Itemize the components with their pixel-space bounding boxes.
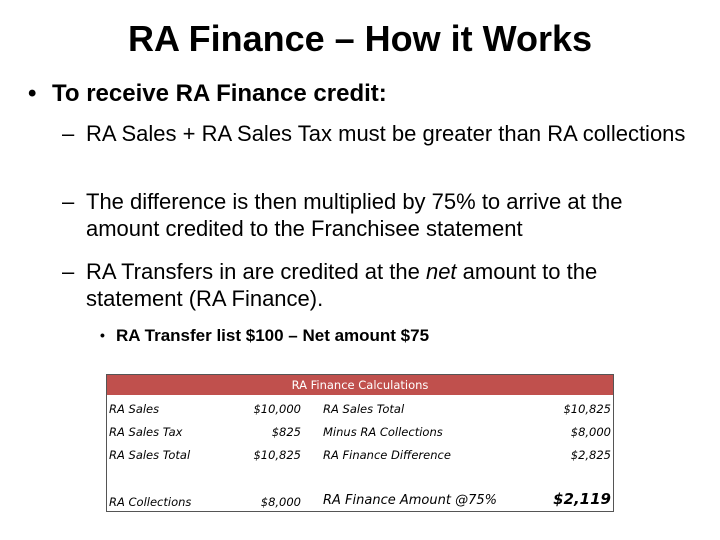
calc-value-left: $10,000: [253, 402, 301, 416]
slide-title: RA Finance – How it Works: [127, 18, 593, 59]
calc-label-right: RA Finance Difference: [323, 448, 451, 462]
calc-value-right: $10,825: [563, 402, 611, 416]
calc-value-right: $8,000: [570, 425, 611, 439]
calc-label-left: RA Collections: [109, 495, 192, 509]
calc-finance-amount: $2,119: [553, 490, 611, 508]
calc-label-right: Minus RA Collections: [323, 425, 443, 439]
dash-icon: –: [62, 259, 75, 284]
sub-bullet-3-emphasis: net: [425, 259, 457, 284]
bullet-dot-icon: •: [28, 80, 37, 107]
calc-value-left: $825: [271, 425, 301, 439]
calc-table-header: RA Finance Calculations: [107, 375, 613, 395]
bullet-dot-icon: •: [100, 327, 105, 343]
sub-bullet-3-after: amount to the statement (RA Finance).: [86, 259, 598, 311]
main-bullet-text: To receive RA Finance credit:: [52, 80, 387, 107]
calc-label-right: RA Sales Total: [323, 402, 405, 416]
calc-label-right: RA Finance Amount @75%: [323, 493, 497, 508]
sub-bullet-1-text: RA Sales + RA Sales Tax must be greater than RA collections: [86, 121, 686, 146]
calc-value-left: $8,000: [260, 495, 301, 509]
calc-label-left: RA Sales Total: [109, 448, 191, 462]
main-bullet: [28, 80, 387, 108]
dash-icon: –: [62, 189, 75, 214]
calc-value-right: $2,825: [570, 448, 611, 462]
dash-icon: –: [62, 121, 75, 146]
sub-bullet-3-before: RA Transfers in are credited at the: [86, 259, 426, 284]
sub-bullet-2-text: The difference is then multiplied by 75% to arrive at the amount credited to the Franchisee statement: [86, 189, 623, 241]
sub-bullet-3: [62, 258, 692, 312]
sub-bullet-2: [62, 188, 692, 242]
nested-bullet-text: RA Transfer list $100 – Net amount $75: [116, 326, 430, 345]
calc-label-left: RA Sales Tax: [109, 425, 183, 439]
nested-bullet: [100, 326, 429, 346]
ra-finance-calculations-table: [106, 374, 614, 512]
sub-bullet-3-text: [62, 258, 692, 312]
sub-bullet-1: [62, 120, 692, 147]
calc-label-left: RA Sales: [109, 402, 160, 416]
calc-value-left: $10,825: [253, 448, 301, 462]
